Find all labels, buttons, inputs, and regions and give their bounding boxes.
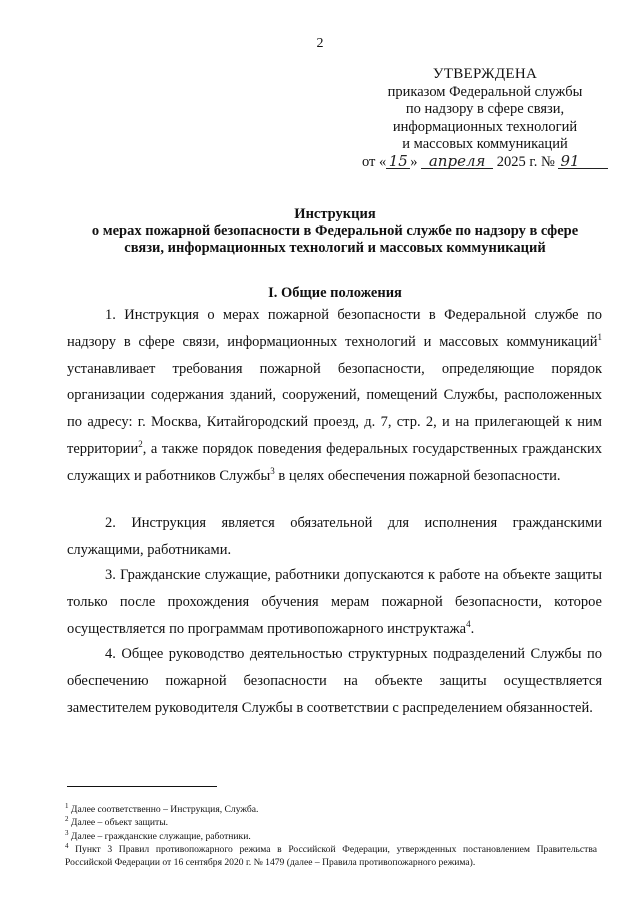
footnote-ref: 3 [270,465,275,476]
paragraph-text: 3. Гражданские служащие, работники допускаются к работе на объекте защиты только после прохождения обучения мерам пожарной безопасности, которое осуществляется по программам противопожарного инструктажа [67,567,602,637]
footnote [65,843,597,870]
footnote-separator [67,786,217,787]
approval-line: по надзору в сфере связи, [405,101,565,117]
footnote-text: Далее соответственно – Инструкция, Служба. [68,804,259,815]
paragraph-text: в целях обеспечения пожарной безопасности. [274,467,561,484]
approval-title: УТВЕРЖДЕНА [432,66,538,82]
paragraph-3 [67,562,602,642]
paragraph-2: 2. Инструкция является обязательной для исполнения гражданскими служащими, работниками. [67,515,602,558]
handwritten-day: 15 [386,154,410,169]
approval-line: приказом Федеральной службы [387,83,583,100]
approval-line: информационных технологий [392,118,578,135]
page-number: 2 [316,36,324,51]
footnote-number: 1 [65,801,69,810]
footnote-number: 4 [65,841,69,850]
footnote-ref: 4 [466,618,471,629]
approval-date-line [362,154,608,171]
handwritten-month: апреля [421,154,493,169]
handwritten-order-number: 91 [558,154,608,169]
footnote [65,830,597,843]
paragraph-4: 4. Общее руководство деятельностью структурных подразделений Службы по обеспечению пожарной безопасности на объекте защиты осуществляется заместителем руководителя Службы в соответствии с распределением обязанностей. [67,646,602,716]
footnote-text: Пункт 3 Правил противопожарного режима в Российской Федерации, утвержденных постановлением Правительства Российской Федерации от 16 сентября 2020 г. № 1479 (далее – Правила противопожарного режима). [65,843,597,869]
date-close: » [410,154,418,170]
paragraph-text: . [470,620,475,637]
approval-block [350,66,620,154]
section-title: I. Общие положения [268,285,402,301]
paragraph-text: 1. Инструкция о мерах пожарной безопасности в Федеральной службе по надзору в сфере связи, информационных технологий и массовых коммуникаций [67,307,602,350]
date-year: 2025 г. № [496,154,555,170]
footnote [65,803,597,816]
footnote [65,816,597,829]
paragraph-text: , а также порядок поведения федеральных государственных гражданских служащих и работников Службы [67,440,602,484]
footnote-ref: 2 [138,439,143,450]
paragraph-text: устанавливает требования пожарной безопасности, определяющие порядок организации содержания зданий, сооружений, помещений Службы, расположенных по адресу: г. Москва, Китайгородский проезд, д. 7, стр. 2, и на прилегающей к ним территории [67,360,602,457]
footnote-number: 2 [65,815,69,824]
document-subtitle-line-1: о мерах пожарной безопасности в Федеральной службе по надзору в сфере [91,223,579,239]
footnote-ref: 1 [597,331,602,342]
approval-line: и массовых коммуникаций [402,136,568,152]
date-prefix: от « [362,154,387,170]
footnote-number: 3 [65,828,69,837]
footnotes [65,803,597,869]
document-title: Инструкция [294,206,376,222]
footnote-text: Далее – объект защиты. [68,817,169,829]
paragraph-1 [67,302,602,490]
document-subtitle-line-2: связи, информационных технологий и массовых коммуникаций [124,240,546,256]
footnote-text: Далее – гражданские служащие, работники. [68,830,251,842]
